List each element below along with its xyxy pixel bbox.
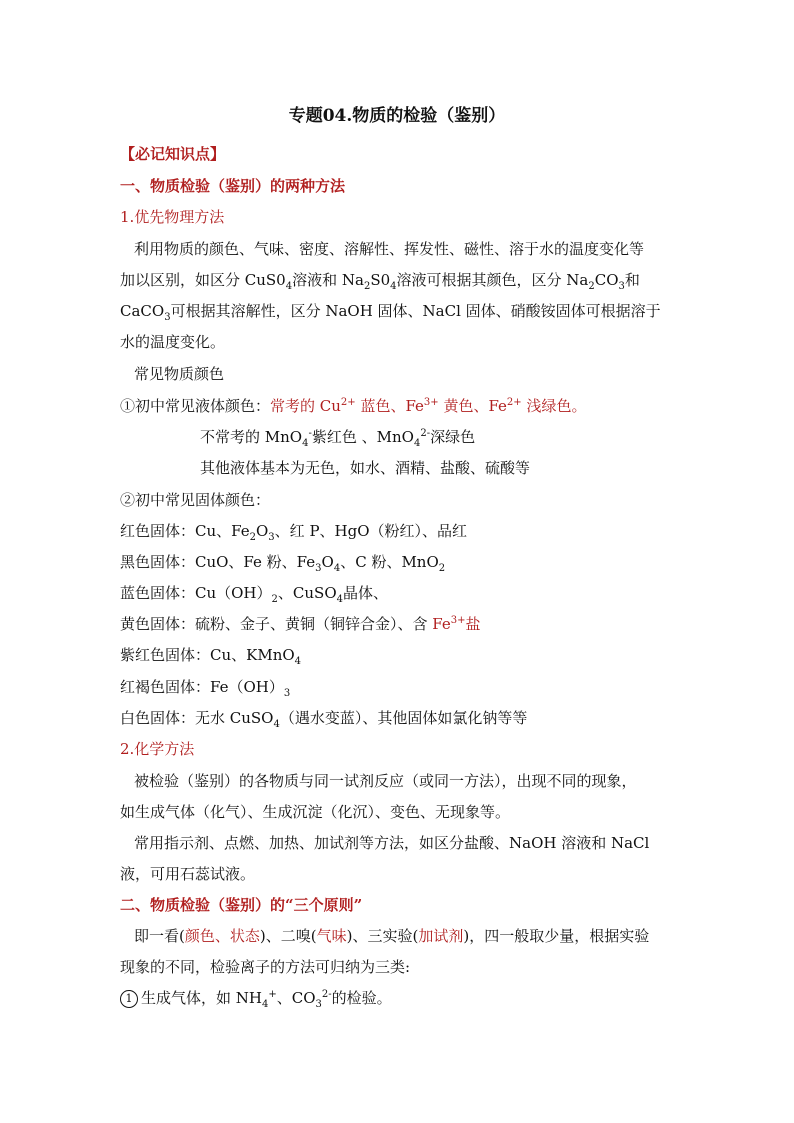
liquid-line1: ①初中常见液体颜色：常考的 $Cu^{2+}$ 蓝色、$Fe^{3+}$ 黄色、$Fe^{2+}$ 浅绿色。 (120, 397, 587, 415)
para2-line4: 液，可用石蕊试液。 (120, 865, 256, 883)
liquid-line3: 其他液体基本为无色，如水、酒精、盐酸、硫酸等 (200, 459, 531, 477)
para3-line2: 现象的不同，检验离子的方法可归纳为三类: (120, 958, 411, 976)
item1-line: 1 生成气体，如 $NH_4^+$、$CO_3^{2-}$的检验。 (120, 988, 392, 1008)
para1-line2: 加以区别，如区分 $CuS0_4$溶液和 $Na_2S0_4$溶液可根据其颜色，区分 $Na_2CO_3$和 (120, 271, 640, 292)
solid-purple: 紫红色固体：Cu、KMnO$_4$ (120, 646, 302, 667)
solid-blue: 蓝色固体：$Cu(OH)_2$、CuSO$_4$晶体、 (120, 584, 389, 605)
solid-red: 红色固体：Cu、$Fe_2O_3$、红 P、HgO（粉红）、品红 (120, 522, 468, 543)
para2-line2: 如生成气体（化气）、生成沉淀（化沉）、变色、无现象等。 (120, 803, 511, 821)
para1-line3: CaCO$_3$可根据其溶解性，区分 NaOH 固体、NaCl 固体、硝酸铵固体可根据溶于 (120, 302, 661, 323)
solid-yellow: 黄色固体：硫粉、金子、黄铜（铜锌合金）、含 $Fe^{3+}$盐 (120, 615, 481, 633)
solid-black: 黑色固体：CuO、Fe 粉、$Fe_3O_4$、C 粉、MnO$_2$ (120, 553, 446, 574)
solid-heading: ②初中常见固体颜色： (120, 491, 271, 509)
tag-label: 【必记知识点】 (120, 145, 226, 163)
page-title: 专题04.物质的检验（鉴别） (288, 106, 506, 126)
solid-white: 白色固体：无水 CuSO$_4$（遇水变蓝）、其他固体如氯化钠等等 (120, 709, 528, 730)
para2-line1: 被检验（鉴别）的各物质与同一试剂反应（或同一方法），出现不同的现象， (134, 772, 637, 790)
para3-line1: 即一看(颜色、状态)、二嗅(气味)、三实验(加试剂)，四一般取少量，根据实验 (134, 927, 650, 945)
para1-line4: 水的温度变化。 (120, 333, 226, 351)
para2-line3: 常用指示剂、点燃、加热、加试剂等方法，如区分盐酸、NaOH 溶液和 NaCl (134, 834, 650, 852)
section2-heading: 二、物质检验（鉴别）的“三个原则” (120, 896, 363, 914)
solid-brown: 红褐色固体：$Fe(OH)_3$ (120, 678, 291, 699)
section1-heading: 一、物质检验（鉴别）的两种方法 (120, 177, 346, 195)
para1-line1: 利用物质的颜色、气味、密度、溶解性、挥发性、磁性、溶于水的温度变化等 (134, 240, 645, 258)
sub2-heading: 2.化学方法 (120, 740, 195, 758)
sub1-heading: 1.优先物理方法 (120, 208, 225, 226)
liquid-line2: 不常考的 MnO$_4$-紫红色 、MnO$_4^{2-}$深绿色 (200, 428, 476, 449)
colors-heading: 常见物质颜色 (134, 365, 225, 383)
circled-number-1: 1 (120, 990, 138, 1008)
